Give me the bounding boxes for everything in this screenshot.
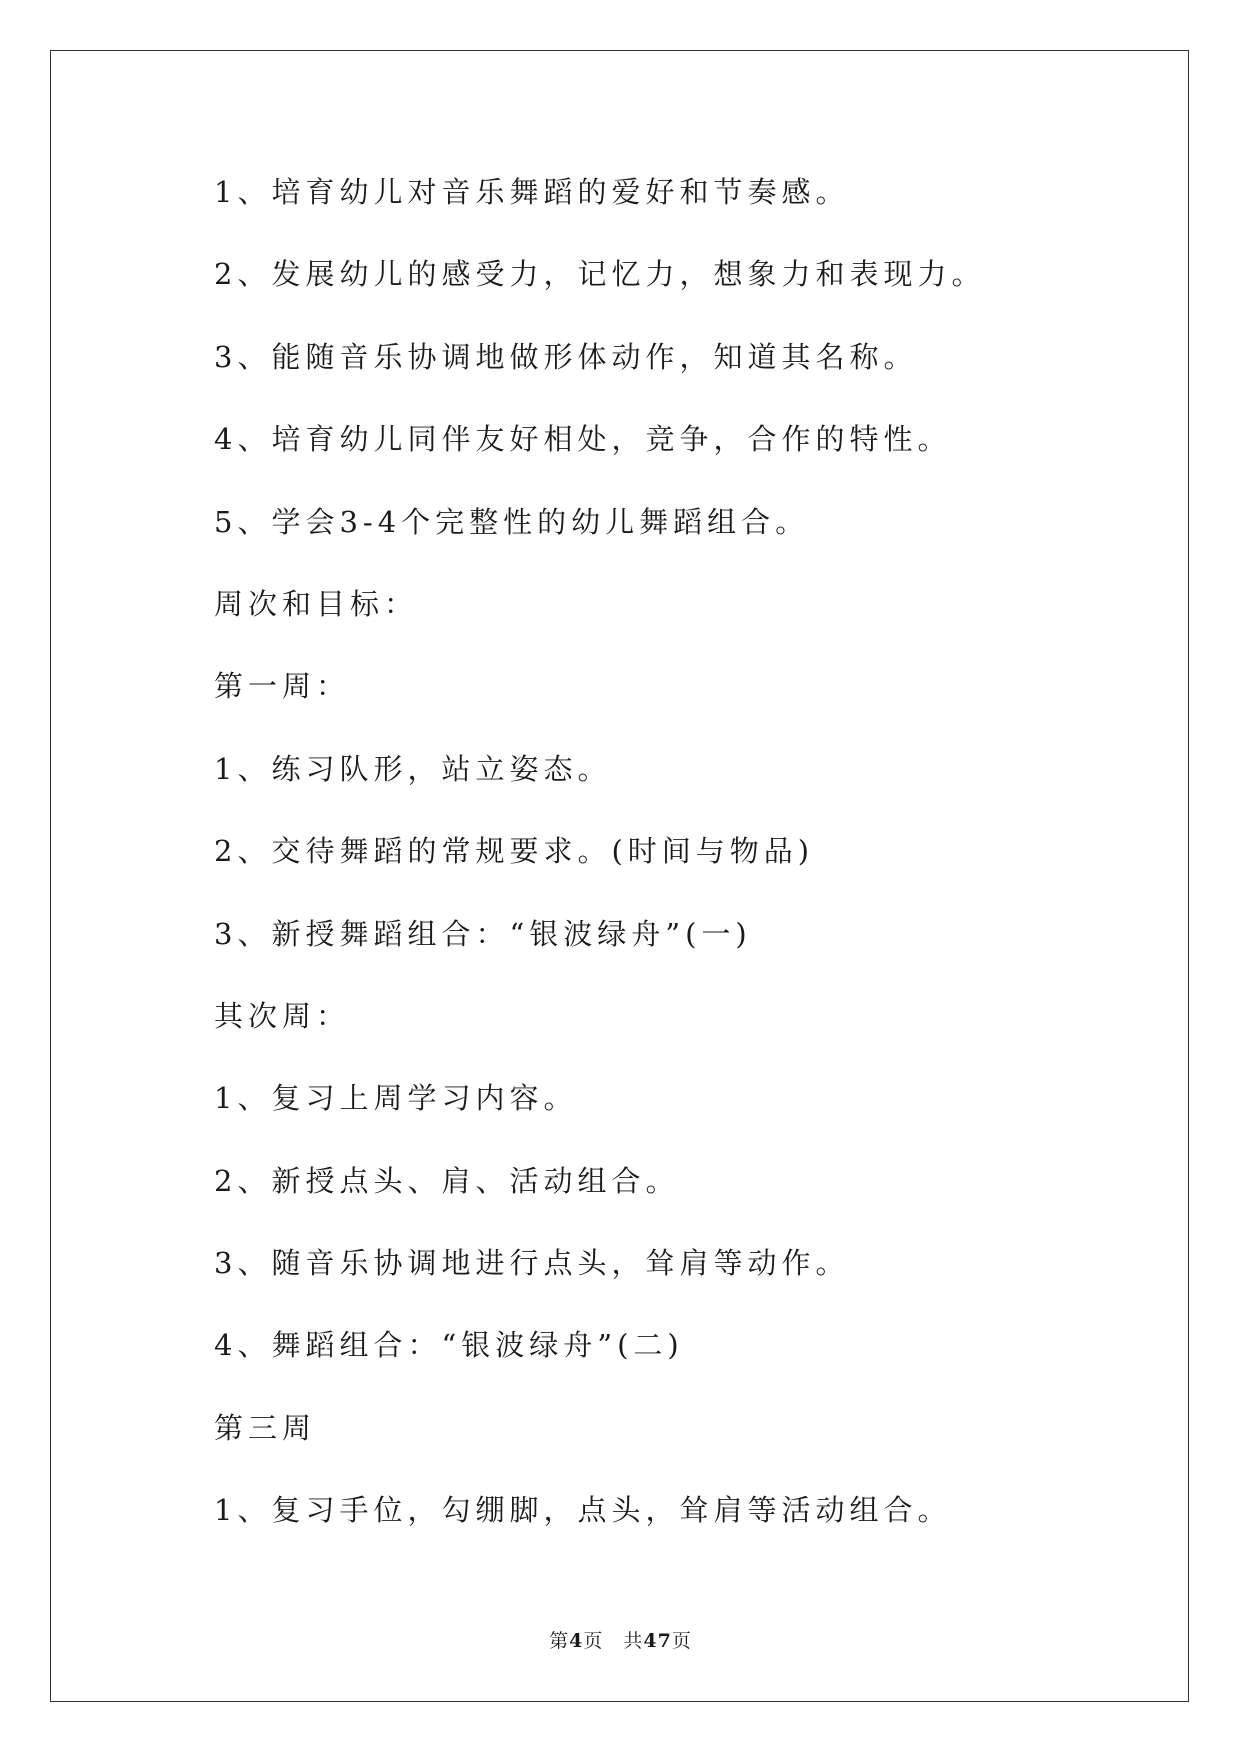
document-body <box>214 167 1154 1568</box>
current-page-number: 4 <box>569 1630 584 1652</box>
text-line: 4、舞蹈组合：“银波绿舟”(二) <box>214 1328 684 1363</box>
section-heading: 周次和目标： <box>214 586 419 621</box>
footer-total-prefix: 共 <box>623 1630 644 1652</box>
text-line: 3、能随音乐协调地做形体动作，知道其名称。 <box>214 339 918 374</box>
week-heading: 第一周： <box>214 669 351 704</box>
text-line: 3、随音乐协调地进行点头，耸肩等动作。 <box>214 1246 850 1281</box>
week-heading: 其次周： <box>214 998 351 1033</box>
total-pages-number: 47 <box>643 1630 672 1652</box>
footer-total-suffix: 页 <box>671 1630 692 1652</box>
text-line: 5、学会3-4个完整性的幼儿舞蹈组合。 <box>214 504 810 539</box>
text-line: 2、发展幼儿的感受力，记忆力，想象力和表现力。 <box>214 257 986 292</box>
text-line: 2、新授点头、肩、活动组合。 <box>214 1163 680 1198</box>
week-heading: 第三周 <box>214 1410 317 1445</box>
text-line: 4、培育幼儿同伴友好相处，竞争，合作的特性。 <box>214 422 952 457</box>
text-line: 1、练习队形，站立姿态。 <box>214 751 612 786</box>
page-footer <box>0 1626 1241 1653</box>
footer-page-suffix: 页 <box>583 1630 604 1652</box>
text-line: 1、复习上周学习内容。 <box>214 1081 578 1116</box>
text-line: 1、复习手位，勾绷脚，点头，耸肩等活动组合。 <box>214 1493 952 1528</box>
text-line: 3、新授舞蹈组合：“银波绿舟”(一) <box>214 916 752 951</box>
text-line: 2、交待舞蹈的常规要求。(时间与物品) <box>214 834 815 869</box>
text-line: 1、培育幼儿对音乐舞蹈的爱好和节奏感。 <box>214 175 850 209</box>
footer-prefix: 第 <box>549 1630 570 1652</box>
